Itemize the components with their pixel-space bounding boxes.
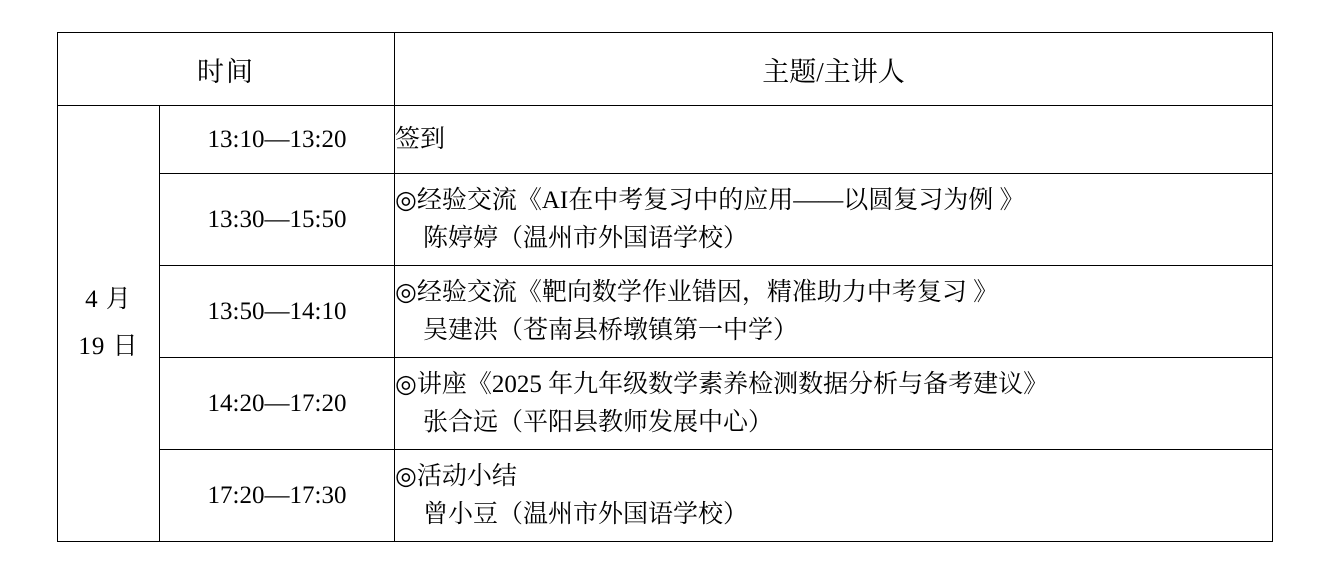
column-header-topic: 主题/主讲人: [395, 33, 1273, 106]
schedule-table: [57, 32, 1273, 542]
date-cell: [58, 106, 160, 542]
topic-cell: [395, 106, 1273, 174]
topic-speaker: 陈婷婷（温州市外国语学校）: [423, 224, 749, 252]
topic-title: 签到: [395, 125, 446, 153]
topic-speaker: 吴建洪（苍南县桥墩镇第一中学）: [423, 316, 799, 344]
table-row: [58, 266, 1273, 358]
topic-cell: [395, 266, 1273, 358]
column-header-time: 时间: [58, 33, 395, 106]
topic-title: ◎经验交流《靶向数学作业错因，精准助力中考复习 》: [395, 279, 999, 306]
table-row: [58, 450, 1273, 542]
topic-title: ◎经验交流《AI在中考复习中的应用——以圆复习为例 》: [395, 187, 1025, 214]
topic-title: ◎活动小结: [395, 463, 517, 490]
date-line-2: 19 日: [78, 332, 139, 360]
date-line-1: 4 月: [85, 286, 132, 314]
topic-speaker: 张合远（平阳县教师发展中心）: [423, 408, 774, 436]
topic-speaker: 曾小豆（温州市外国语学校）: [423, 500, 749, 528]
time-cell: 17:20—17:30: [160, 450, 395, 542]
time-cell: 13:30—15:50: [160, 174, 395, 266]
time-cell: 14:20—17:20: [160, 358, 395, 450]
table-row: [58, 358, 1273, 450]
table-row: [58, 174, 1273, 266]
table-row: [58, 106, 1273, 174]
table-header-row: [58, 33, 1273, 106]
topic-title: ◎讲座《2025 年九年级数学素养检测数据分析与备考建议》: [395, 371, 1049, 398]
topic-cell: [395, 358, 1273, 450]
topic-cell: [395, 174, 1273, 266]
topic-cell: [395, 450, 1273, 542]
time-cell: 13:50—14:10: [160, 266, 395, 358]
time-cell: 13:10—13:20: [160, 106, 395, 174]
